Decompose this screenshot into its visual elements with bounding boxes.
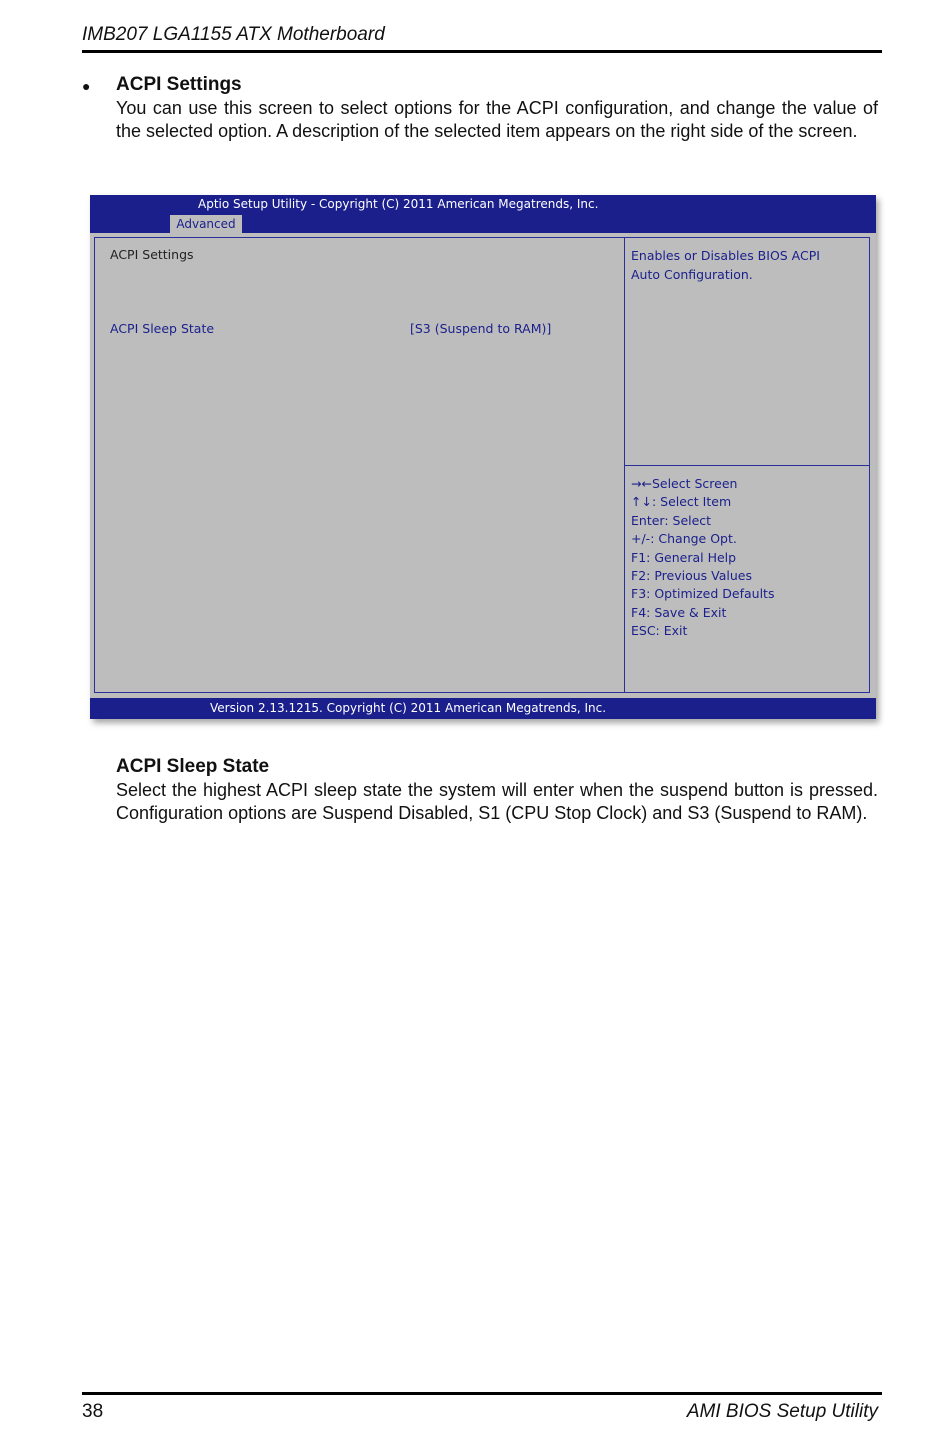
section-title: ACPI Settings <box>116 74 242 95</box>
bios-status-bar <box>90 698 876 719</box>
key-change-opt: +/-: Change Opt. <box>631 531 737 547</box>
bios-copyright: Aptio Setup Utility - Copyright (C) 2011 American Megatrends, Inc. <box>198 197 599 211</box>
page-number: 38 <box>82 1401 104 1422</box>
acpi-sleep-state-value[interactable]: [S3 (Suspend to RAM)] <box>410 321 552 336</box>
detail-title: ACPI Sleep State <box>116 756 270 777</box>
help-line: Enables or Disables BIOS ACPI <box>631 248 820 263</box>
bios-key-legend <box>631 475 861 641</box>
acpi-sleep-state-item[interactable]: ACPI Sleep State <box>110 321 215 336</box>
page-footer <box>82 1392 882 1425</box>
key-select-screen: →←Select Screen <box>631 476 738 491</box>
bios-version: Version 2.13.1215. Copyright (C) 2011 American Megatrends, Inc. <box>210 701 607 715</box>
key-f4: F4: Save & Exit <box>631 604 727 620</box>
bios-help-text <box>631 246 861 284</box>
bullet-icon: ● <box>82 78 91 94</box>
bios-page-heading: ACPI Settings <box>110 247 194 262</box>
key-enter: Enter: Select <box>631 512 712 528</box>
footer-section-name: AMI BIOS Setup Utility <box>686 1401 878 1422</box>
bios-help-divider <box>625 465 870 466</box>
key-select-item: ↑↓: Select Item <box>631 494 732 510</box>
section-description: You can use this screen to select options for the ACPI configuration, and change the value of the selected option. A description of the selected item appears on the right side of the screen. <box>116 98 878 141</box>
key-esc: ESC: Exit <box>631 623 688 639</box>
key-f3: F3: Optimized Defaults <box>631 586 775 602</box>
page-header <box>82 22 882 53</box>
detail-description: Select the highest ACPI sleep state the system will enter when the suspend button is pressed. Configuration options are Suspend Disabled, S1 (CPU Stop Clock) and S3 (Suspend to RAM). <box>116 780 878 823</box>
key-f1: F1: General Help <box>631 549 737 565</box>
bios-screenshot <box>90 195 876 719</box>
document-title: IMB207 LGA1155 ATX Motherboard <box>82 24 385 45</box>
acpi-sleep-state-section <box>116 756 878 824</box>
help-line: Auto Configuration. <box>631 267 753 282</box>
key-f2: F2: Previous Values <box>631 568 752 584</box>
tab-advanced[interactable]: Advanced <box>170 215 242 233</box>
